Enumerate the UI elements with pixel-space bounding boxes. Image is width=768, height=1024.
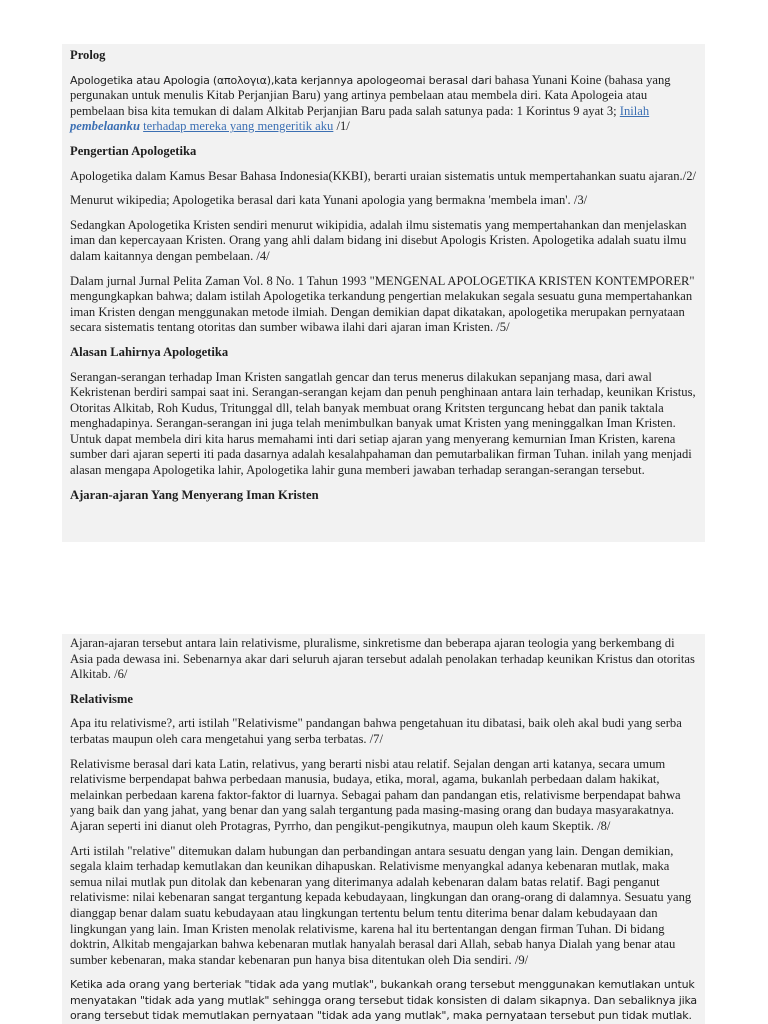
relativisme-paragraph-4: Ketika ada orang yang berteriak "tidak ada yang mutlak", bukankah orang tersebut menggunakan kemutlakan untuk menyatakan "tidak ada yang mutlak" sehingga orang tersebut tidak konsisten di dalam sikapnya. Dan sebaliknya jika orang tersebut tidak memutlakan pernyataan "tidak ada yang mutlak", maka pernyataan tersebut pun tidak mutlak. bbox=[70, 978, 697, 1023]
pengertian-paragraph-2: Menurut wikipedia; Apologetika berasal dari kata Yunani apologia yang bermakna 'membela iman'. /3/ bbox=[70, 193, 588, 208]
footnote-ref-1: /1/ bbox=[333, 119, 350, 134]
document-page-2 bbox=[62, 634, 705, 1024]
relativisme-paragraph-2: Relativisme berasal dari kata Latin, relativus, yang berarti nisbi atau relatif. Sejalan dengan arti katanya, secara umum relativisme berpendapat bahwa perbedaan manusia, budaya, etika, moral, agama, bukanlah perbedaan dalam hakikat, melainkan perbedaan karena faktor-faktor di luarnya. Sebagai paham dan pandangan etis, relativisme berpendapat bahwa yang baik dan yang jahat, yang benar dan yang salah tergantung pada masing-masing orang dan budaya masyarakatnya. Ajaran seperti ini dianut oleh Protagras, Pyrrho, dan pengikut-pengikutnya, maupun oleh kaum Skeptik. /8/ bbox=[70, 756, 681, 833]
scripture-link-pembelaanku[interactable]: pembelaanku bbox=[70, 119, 140, 134]
ajaran-heading: Ajaran-ajaran Yang Menyerang Iman Kristen bbox=[70, 487, 319, 502]
prolog-text: bahasa Yunani Koine (bahasa yang pergunakan untuk menulis Kitab Perjanjian Baru) yang artinya pembelaan atau membela diri. Kata Apologeia atau pembelaan bisa kita temukan di dalam Alkitab Perjanjian Baru pada salah satunya pada: 1 Korintus 9 ayat 3; bbox=[70, 72, 671, 118]
pengertian-heading: Pengertian Apologetika bbox=[70, 143, 197, 158]
alasan-paragraph: Serangan-serangan terhadap Iman Kristen sangatlah gencar dan terus menerus dilakukan sepanjang masa, dari awal Kekristenan berdiri sampai saat ini. Serangan-serangan kejam dan penuh penghinaan antara lain terhadap, keunikan Kristus, Otoritas Alkitab, Roh Kudus, Tritunggal dll, telah banyak membuat orang Kritsten terguncang hebat dan panik taktala menghadapinya. Serangan-serangan ini juga telah menimbulkan banyak umat Kristen yang meninggalkan Iman Kristen. Untuk dapat membela diri kita harus memahami inti dari setiap ajaran yang menyerang kemurnian Iman Kristen, karena sumber dari ajaran seperti iti pada dasarnya adalah kesalahpahaman dan pemutarbalikan firman Tuhan. inilah yang menjadi alasan mengapa Apologetika lahir, Apologetika lahir guna memberi jawaban terhadap serangan-serangan tersebut. bbox=[70, 369, 696, 478]
scripture-link-rest[interactable]: terhadap mereka yang mengeritik aku bbox=[143, 119, 334, 134]
pengertian-paragraph-4: Dalam jurnal Jurnal Pelita Zaman Vol. 8 No. 1 Tahun 1993 "MENGENAL APOLOGETIKA KRISTEN KONTEMPORER" mengungkapkan bahwa; dalam istilah Apologetika terkandung pengertian melakukan segala sesuatu guna mempertahankan iman Kristen dengan menggunakan metode ilmiah. Dengan demikian dapat dikatakan, apologetika merupakan pernyataan secara sistematis tentang otoritas dan sumber wibawa ilahi dari ajaran iman Kristen. /5/ bbox=[70, 273, 695, 335]
document-page-1 bbox=[62, 44, 705, 542]
relativisme-paragraph-1: Apa itu relativisme?, arti istilah "Relativisme" pandangan bahwa pengetahuan itu dibatasi, baik oleh akal budi yang serba terbatas maupun oleh cara mengetahui yang serba terbatas. /7/ bbox=[70, 716, 682, 746]
pengertian-paragraph-1: Apologetika dalam Kamus Besar Bahasa Indonesia(KKBI), berarti uraian sistematis untuk mempertahankan suatu ajaran./2/ bbox=[70, 168, 696, 183]
prolog-greek-line: Apologetika atau Apologia (απολογια),kata kerjannya apologeomai berasal dari bbox=[70, 73, 492, 87]
relativisme-heading: Relativisme bbox=[70, 691, 133, 706]
scripture-link-inilah[interactable]: Inilah bbox=[619, 103, 650, 118]
relativisme-paragraph-3: Arti istilah "relative" ditemukan dalam hubungan dan perbandingan antara sesuatu dengan yang lain. Dengan demikian, segala klaim terhadap kemutlakan dan keunikan dihapuskan. Relativisme menyangkal adanya kebenaran mutlak, maka semua nilai mutlak pun ditolak dan kebenaran yang diterimanya adalah kebenaran dalam batas relatif. Bagi penganut relativisme: nilai kebenaran sangat tergantung kepada kebudayaan, lingkungan dan orang-orang di dalamnya. Sesuatu yang dianggap benar dalam suatu kebudayaan atau lingkungan tertentu belum tentu diterima benar dalam kebudayaan dan lingkungan yang lain. Iman Kristen menolak relativisme, karena hal itu bertentangan dengan firman Tuhan. Di bidang doktrin, Alkitab mengajarkan bahwa kebenaran mutlak hanyalah berasal dari Allah, sebab hanya Dialah yang benar atau sumber kebenaran, maka standar kebenaran pun hanya bisa ditentukan oleh Dia sendiri. /9/ bbox=[70, 843, 692, 967]
pengertian-paragraph-3: Sedangkan Apologetika Kristen sendiri menurut wikipidia, adalah ilmu sistematis yang mempertahankan dan menjelaskan iman dan kepercayaan Kristen. Orang yang ahli dalam bidang ini disebut Apologis Kristen. Apologetika adalah suatu ilmu dalam kaitannya dengan pembelaan. /4/ bbox=[70, 217, 687, 263]
prolog-heading: Prolog bbox=[70, 48, 106, 62]
ajaran-paragraph: Ajaran-ajaran tersebut antara lain relativisme, pluralisme, sinkretisme dan beberapa ajaran teologia yang berkembang di Asia pada dewasa ini. Sebenarnya akar dari seluruh ajaran tersebut adalah penolakan terhadap keunikan Kristus dan otoritas Alkitab. /6/ bbox=[70, 636, 695, 682]
alasan-heading: Alasan Lahirnya Apologetika bbox=[70, 344, 229, 359]
prolog-paragraph bbox=[70, 73, 697, 135]
